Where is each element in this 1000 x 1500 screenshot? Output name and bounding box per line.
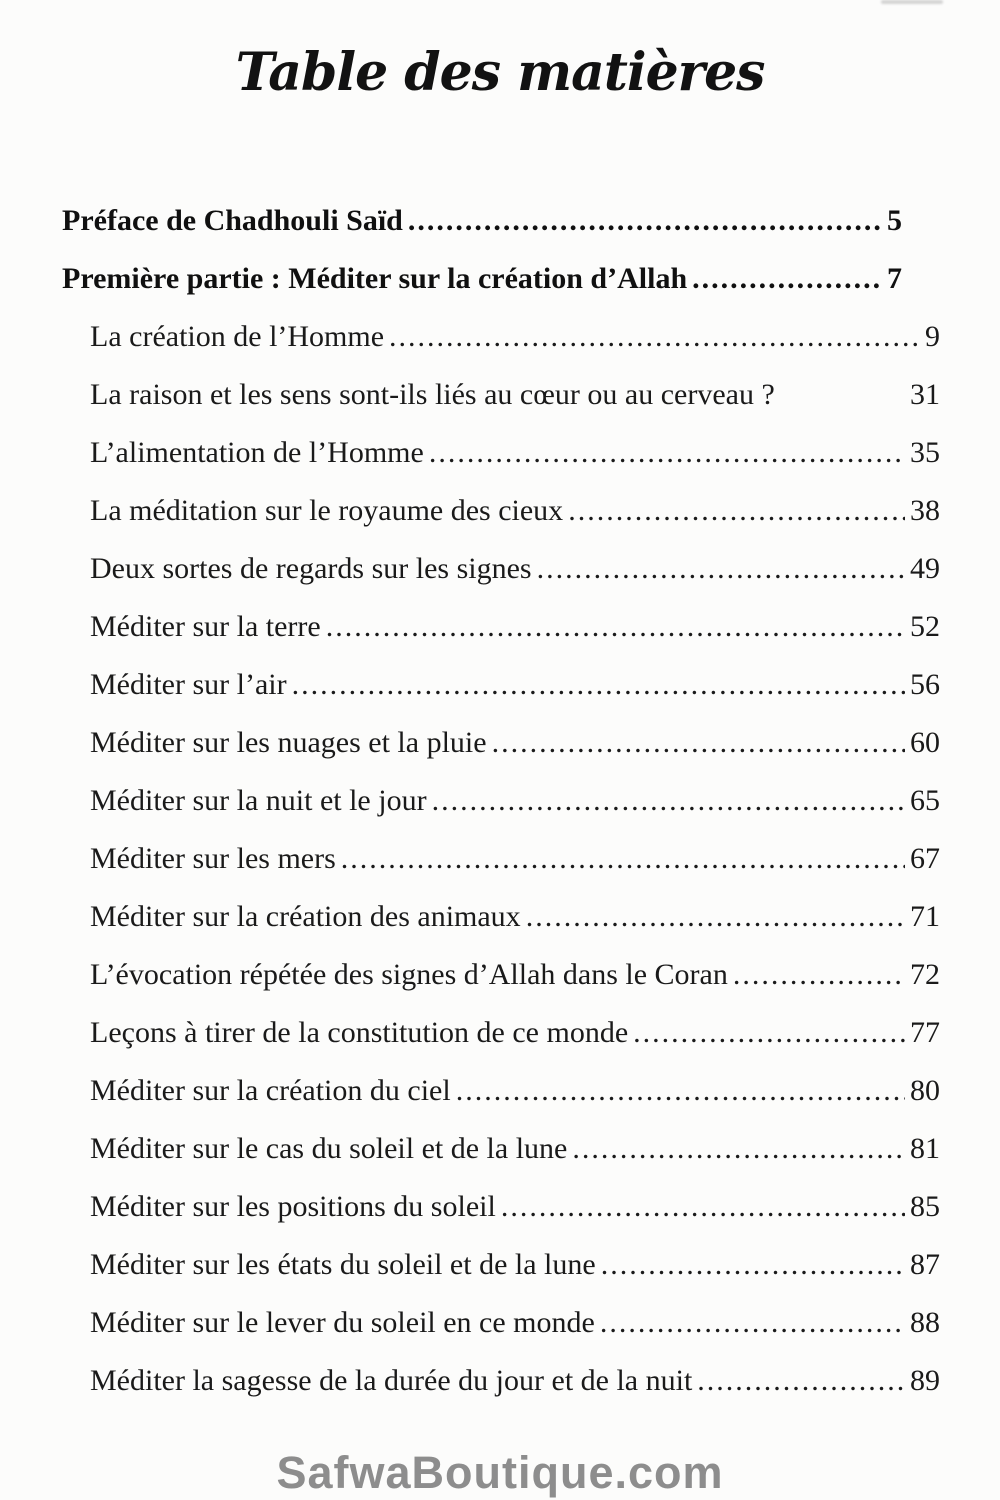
toc-entry-label: Méditer sur le cas du soleil et de la lune: [90, 1132, 568, 1165]
toc-entry: [62, 192, 940, 250]
toc-dot-leader: [326, 598, 905, 656]
toc-entry-label: Méditer sur l’air: [90, 668, 287, 701]
toc-dot-leader: [292, 656, 905, 714]
toc-entry-label: L’évocation répétée des signes d’Allah dans le Coran: [90, 958, 728, 991]
toc-dot-leader: [456, 1062, 905, 1120]
toc-entry: [62, 946, 940, 1004]
toc-dot-leader: [601, 1236, 905, 1294]
toc-entry-label: Méditer sur la nuit et le jour: [90, 784, 427, 817]
toc-entry: [62, 540, 940, 598]
toc-dot-leader: [733, 946, 905, 1004]
toc-entry-label: La méditation sur le royaume des cieux: [90, 494, 564, 527]
toc-entry-label: Méditer sur les états du soleil et de la lune: [90, 1248, 596, 1281]
page-title: Table des matières: [235, 42, 765, 103]
toc-entry: [62, 656, 940, 714]
toc-entry: [62, 366, 940, 424]
toc-entry: [62, 1120, 940, 1178]
toc-page-number: 7: [887, 262, 902, 295]
toc-entry: [62, 888, 940, 946]
toc-dot-leader: [537, 540, 905, 598]
toc-entry-label: L’alimentation de l’Homme: [90, 436, 424, 469]
toc-page-number: 89: [910, 1364, 940, 1397]
toc-page-number: 80: [910, 1074, 940, 1107]
toc-entry-label: Deux sortes de regards sur les signes: [90, 552, 532, 585]
toc-dot-leader: [692, 250, 882, 308]
toc-entry-label: Première partie : Méditer sur la création d’Allah: [62, 262, 688, 295]
toc-entry: [62, 1178, 940, 1236]
toc-page-number: 67: [910, 842, 940, 875]
toc-dot-leader: [526, 888, 905, 946]
toc-entry-label: Méditer sur la création des animaux: [90, 900, 521, 933]
toc-page-number: 38: [910, 494, 940, 527]
toc-entry-label: Méditer sur le lever du soleil en ce monde: [90, 1306, 595, 1339]
watermark-text: SafwaBoutique.com: [276, 1447, 724, 1498]
toc-page-number: 77: [910, 1016, 940, 1049]
toc-entry: [62, 1352, 940, 1410]
toc-entry: [62, 250, 940, 308]
toc-dot-leader: [501, 1178, 905, 1236]
toc-entry: [62, 308, 940, 366]
toc-entry-label: Méditer sur les mers: [90, 842, 336, 875]
toc-page-number: 52: [910, 610, 940, 643]
toc-entry: [62, 830, 940, 888]
toc-entry-label: Méditer sur les positions du soleil: [90, 1190, 496, 1223]
toc-page-number: 60: [910, 726, 940, 759]
table-of-contents: [62, 192, 940, 1410]
toc-dot-leader: [572, 1120, 905, 1178]
toc-entry: [62, 598, 940, 656]
toc-page-number: 9: [925, 320, 940, 353]
toc-page-number: 81: [910, 1132, 940, 1165]
toc-entry: [62, 772, 940, 830]
toc-entry: [62, 1236, 940, 1294]
toc-dot-leader: [697, 1352, 905, 1410]
toc-dot-leader: [408, 192, 882, 250]
toc-entry: [62, 1004, 940, 1062]
toc-entry-label: La création de l’Homme: [90, 320, 385, 353]
toc-entry: [62, 424, 940, 482]
toc-dot-leader: [492, 714, 905, 772]
toc-page-number: 65: [910, 784, 940, 817]
toc-dot-leader: [341, 830, 905, 888]
toc-entry: [62, 482, 940, 540]
toc-entry-label: Méditer la sagesse de la durée du jour et de la nuit: [90, 1364, 693, 1397]
toc-entry: [62, 1294, 940, 1352]
toc-dot-leader: [600, 1294, 905, 1352]
toc-dot-leader: [568, 482, 905, 540]
toc-page-number: 35: [910, 436, 940, 469]
toc-dot-leader: [389, 308, 920, 366]
toc-entry-label: La raison et les sens sont-ils liés au cœur ou au cerveau ?: [90, 378, 775, 411]
toc-dot-leader: [432, 772, 905, 830]
toc-dot-leader: [633, 1004, 905, 1062]
toc-entry-label: Méditer sur la terre: [90, 610, 321, 643]
toc-page-number: 31: [910, 378, 940, 411]
toc-page-number: 56: [910, 668, 940, 701]
toc-entry: [62, 714, 940, 772]
toc-page-number: 49: [910, 552, 940, 585]
toc-entry: [62, 1062, 940, 1120]
toc-entry-label: Leçons à tirer de la constitution de ce monde: [90, 1016, 629, 1049]
toc-page-number: 71: [910, 900, 940, 933]
toc-entry-label: Préface de Chadhouli Saïd: [62, 204, 403, 237]
toc-page-number: 85: [910, 1190, 940, 1223]
toc-entry-label: Méditer sur la création du ciel: [90, 1074, 451, 1107]
toc-page-number: 5: [887, 204, 902, 237]
toc-entry-label: Méditer sur les nuages et la pluie: [90, 726, 487, 759]
toc-dot-leader: [429, 424, 905, 482]
scan-artifact: [881, 0, 943, 4]
toc-page-number: 72: [910, 958, 940, 991]
toc-page-number: 87: [910, 1248, 940, 1281]
toc-page-number: 88: [910, 1306, 940, 1339]
